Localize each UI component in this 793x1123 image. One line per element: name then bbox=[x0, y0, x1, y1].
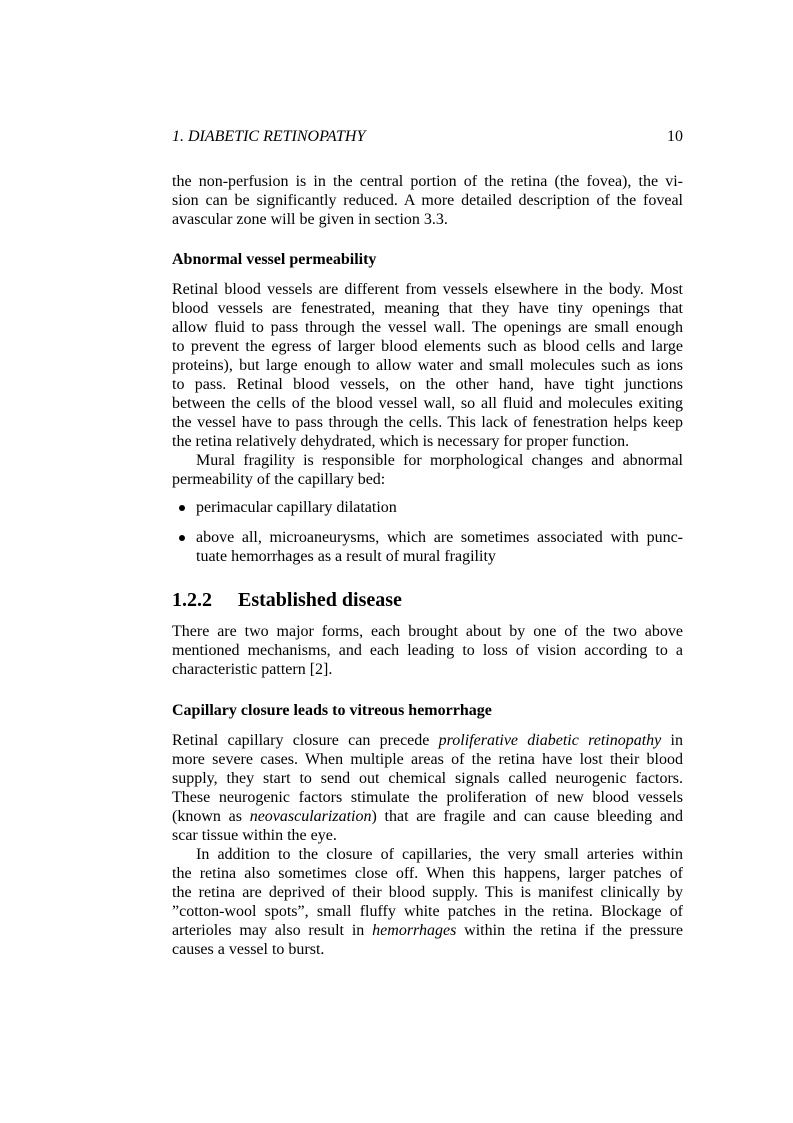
bullet-text bbox=[196, 498, 683, 517]
text-line: permeability of the capillary bed: bbox=[172, 471, 386, 488]
text-line: the retina are deprived of their blood supply. This is manifest clinically by bbox=[172, 884, 683, 901]
text-line: blood vessels are fenestrated, meaning that they have tiny openings that bbox=[172, 300, 683, 317]
text-run: ) that are fragile and can cause bleeding and bbox=[371, 808, 683, 825]
section-intro-paragraph bbox=[172, 622, 683, 679]
intro-paragraph bbox=[172, 172, 683, 229]
text-line bbox=[172, 921, 683, 940]
page-number: 10 bbox=[667, 128, 683, 145]
text-line: proteins), but large enough to allow water and small molecules such as ions bbox=[172, 357, 683, 374]
text-line: to prevent the egress of larger blood elements such as blood cells and large bbox=[172, 338, 683, 355]
text-line: mentioned mechanisms, and each leading to loss of vision according to a bbox=[172, 642, 683, 659]
text-line: Mural fragility is responsible for morphological changes and abnormal bbox=[196, 452, 683, 469]
subsection-heading-capillary-closure: Capillary closure leads to vitreous hemorrhage bbox=[172, 702, 492, 719]
text-run: within the retina if the pressure bbox=[456, 922, 683, 939]
text-line: more severe cases. When multiple areas of the retina have lost their blood bbox=[172, 751, 683, 768]
text-line: supply, they start to send out chemical signals called neurogenic factors. bbox=[172, 770, 683, 787]
text-line: avascular zone will be given in section 3.3. bbox=[172, 211, 448, 228]
text-line: Retinal blood vessels are different from vessels elsewhere in the body. Most bbox=[172, 281, 683, 298]
text-line: perimacular capillary dilatation bbox=[196, 499, 397, 516]
emphasis-text: neovascularization bbox=[249, 808, 372, 825]
text-line: above all, microaneurysms, which are sometimes associated with punc- bbox=[196, 529, 683, 546]
text-line: In addition to the closure of capillaries, the very small arteries within bbox=[196, 846, 683, 863]
text-line: These neurogenic factors stimulate the proliferation of new blood vessels bbox=[172, 789, 683, 806]
running-header bbox=[172, 127, 683, 147]
emphasis-text: proliferative diabetic retinopathy bbox=[438, 732, 662, 749]
section-number: 1.2.2 bbox=[172, 589, 212, 611]
text-line: the non-perfusion is in the central portion of the retina (the fovea), the vi- bbox=[172, 173, 683, 190]
text-line: causes a vessel to burst. bbox=[172, 941, 325, 958]
capillary-paragraph-2 bbox=[172, 845, 683, 959]
text-run: in bbox=[661, 732, 683, 749]
bullet-icon bbox=[179, 535, 185, 541]
permeability-paragraph-2 bbox=[172, 451, 683, 489]
text-line: the retina also sometimes close off. When this happens, larger patches of bbox=[172, 865, 683, 882]
emphasis-text: hemorrhages bbox=[372, 922, 457, 939]
bullet-icon bbox=[179, 505, 185, 511]
chapter-title: 1. DIABETIC RETINOPATHY bbox=[172, 128, 366, 145]
text-line: between the cells of the blood vessel wall, so all fluid and molecules exiting bbox=[172, 395, 683, 412]
text-line: There are two major forms, each brought about by one of the two above bbox=[172, 623, 683, 640]
permeability-paragraph-1 bbox=[172, 280, 683, 451]
bullet-item bbox=[196, 498, 683, 517]
subsection-heading-abnormal-permeability: Abnormal vessel permeability bbox=[172, 251, 377, 268]
text-line: the retina relatively dehydrated, which is necessary for proper function. bbox=[172, 433, 630, 450]
text-line: characteristic pattern [2]. bbox=[172, 661, 333, 678]
text-line bbox=[172, 731, 683, 750]
text-line: the vessel have to pass through the cells. This lack of fenestration helps keep bbox=[172, 414, 683, 431]
capillary-paragraph-1 bbox=[172, 731, 683, 845]
text-run: (known as bbox=[172, 808, 250, 825]
text-line: to pass. Retinal blood vessels, on the other hand, have tight junctions bbox=[172, 376, 683, 393]
text-line: scar tissue within the eye. bbox=[172, 827, 337, 844]
text-line: ”cotton-wool spots”, small fluffy white patches in the retina. Blockage of bbox=[172, 903, 683, 920]
bullet-item bbox=[196, 528, 683, 566]
text-line: allow fluid to pass through the vessel wall. The openings are small enough bbox=[172, 319, 683, 336]
text-line: tuate hemorrhages as a result of mural fragility bbox=[196, 548, 496, 565]
text-line bbox=[172, 807, 683, 826]
text-line: sion can be significantly reduced. A more detailed description of the foveal bbox=[172, 192, 683, 209]
text-run: arterioles may also result in bbox=[172, 922, 373, 939]
text-run: Retinal capillary closure can precede bbox=[172, 732, 439, 749]
section-title: Established disease bbox=[238, 589, 402, 611]
bullet-text bbox=[196, 528, 683, 566]
section-heading bbox=[172, 588, 683, 612]
